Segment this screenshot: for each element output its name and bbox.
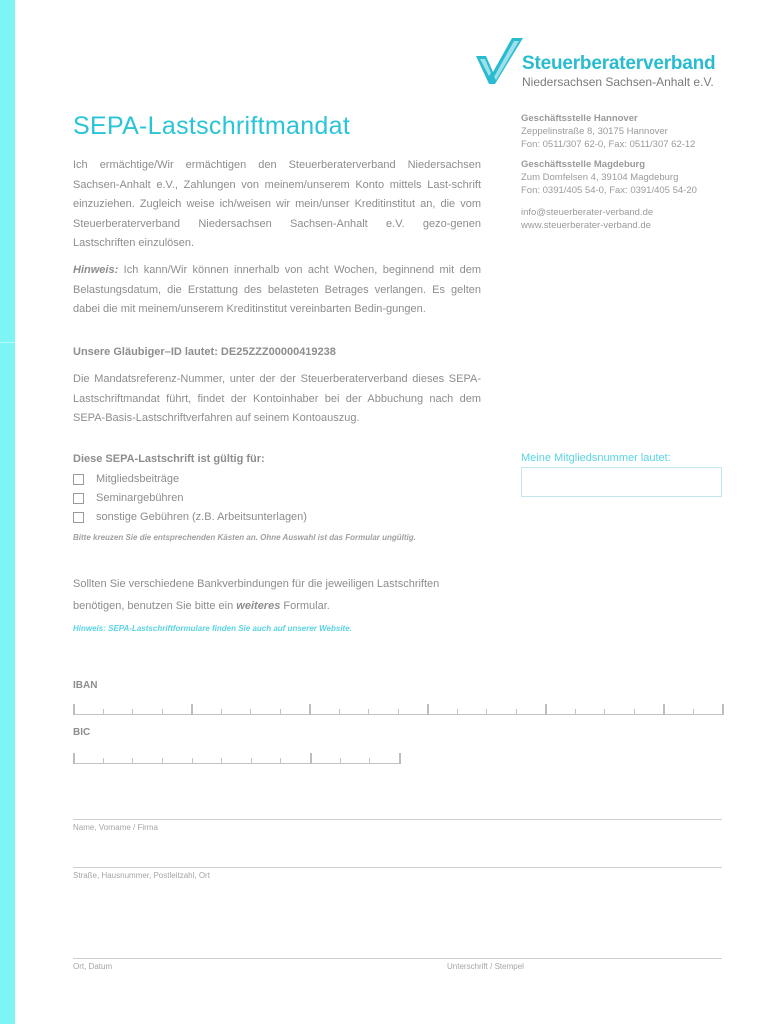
comb-tick bbox=[398, 709, 399, 715]
bank-note-text: Sollten Sie verschiedene Bankverbindungen für die jeweiligen Lastschriften benötigen, benutzen Sie bitte ein bbox=[73, 578, 440, 612]
website-hint: Hinweis: SEPA-Lastschriftformulare finden Sie auch auf unserer Website. bbox=[73, 624, 352, 633]
comb-tick bbox=[280, 758, 281, 764]
comb-tick bbox=[340, 758, 341, 764]
other-fees-checkbox[interactable] bbox=[73, 512, 84, 523]
hannover-address: Zeppelinstraße 8, 30175 Hannover bbox=[521, 126, 668, 137]
comb-tick bbox=[162, 758, 163, 764]
option-other-fees[interactable] bbox=[73, 510, 307, 524]
contact-email[interactable]: info@steuerberater-verband.de bbox=[521, 207, 654, 218]
contact-online bbox=[521, 206, 653, 232]
comb-tick bbox=[457, 709, 458, 715]
comb-baseline bbox=[73, 763, 399, 764]
comb-tick bbox=[693, 709, 694, 715]
name-label: Name, Vorname / Firma bbox=[73, 823, 158, 832]
brand-name: Steuerberaterverband bbox=[522, 53, 716, 74]
place-date-label: Ort, Datum bbox=[73, 962, 113, 971]
contact-magdeburg bbox=[521, 158, 697, 197]
selection-note: Bitte kreuzen Sie die entsprechenden Kästen an. Ohne Auswahl ist das Formular ungültig. bbox=[73, 533, 416, 542]
signature-label: Unterschrift / Stempel bbox=[447, 962, 524, 971]
brand-logo bbox=[474, 38, 734, 90]
comb-tick bbox=[162, 709, 163, 715]
member-number-field[interactable] bbox=[521, 467, 722, 497]
brand-subtitle: Niedersachsen Sachsen-Anhalt e.V. bbox=[522, 75, 714, 89]
option-seminar[interactable] bbox=[73, 491, 183, 505]
page-title: SEPA-Lastschriftmandat bbox=[73, 112, 351, 140]
comb-tick bbox=[369, 758, 370, 764]
hint-text: Ich kann/Wir können innerhalb von acht Wochen, beginnend mit dem Belastungsdatum, die Erstattung des belasteten Betrages verlangen. Es gelten dabei die mit meinem/unserem Kreditinstitut vereinbarten Bedin-gungen. bbox=[73, 264, 481, 316]
comb-tick bbox=[103, 709, 104, 715]
name-line[interactable] bbox=[73, 819, 722, 820]
creditor-id: Unsere Gläubiger–ID lautet: DE25ZZZ00000419238 bbox=[73, 346, 336, 358]
comb-tick bbox=[604, 709, 605, 715]
comb-tick bbox=[368, 709, 369, 715]
comb-tick bbox=[221, 758, 222, 764]
left-color-bar bbox=[0, 0, 15, 1024]
comb-tick bbox=[486, 709, 487, 715]
magdeburg-address: Zum Domfelsen 4, 39104 Magdeburg bbox=[521, 172, 679, 183]
comb-tick bbox=[427, 704, 429, 715]
magdeburg-heading: Geschäftsstelle Magdeburg bbox=[521, 159, 646, 170]
comb-tick bbox=[132, 709, 133, 715]
bic-input[interactable] bbox=[73, 752, 399, 764]
comb-tick bbox=[73, 753, 75, 764]
validity-heading: Diese SEPA-Lastschrift ist gültig für: bbox=[73, 453, 265, 465]
comb-tick bbox=[575, 709, 576, 715]
iban-input[interactable] bbox=[73, 703, 723, 715]
hannover-heading: Geschäftsstelle Hannover bbox=[521, 113, 638, 124]
address-line[interactable] bbox=[73, 867, 722, 868]
bank-note-emphasis: weiteres bbox=[236, 600, 281, 612]
comb-tick bbox=[516, 709, 517, 715]
comb-tick bbox=[192, 758, 193, 764]
checkmark-logo-icon bbox=[474, 38, 524, 88]
comb-tick bbox=[663, 704, 665, 715]
comb-tick bbox=[132, 758, 133, 764]
magdeburg-phone: Fon: 0391/405 54-0, Fax: 0391/405 54-20 bbox=[521, 185, 697, 196]
seminar-checkbox[interactable] bbox=[73, 493, 84, 504]
contact-hannover bbox=[521, 112, 695, 151]
comb-tick bbox=[221, 709, 222, 715]
hint-paragraph bbox=[73, 261, 481, 320]
bic-label: BIC bbox=[73, 727, 91, 738]
comb-tick bbox=[280, 709, 281, 715]
comb-tick bbox=[103, 758, 104, 764]
comb-tick bbox=[191, 704, 193, 715]
authorization-text: Ich ermächtige/Wir ermächtigen den Steuerberaterverband Niedersachsen Sachsen-Anhalt e.V., Zahlungen von meinem/unserem Konto mittels Last-schrift einzuziehen. Zugleich weise ich/weisen wir mein/unser Kreditinstitut an, die vom Steuerberaterverband Niedersachsen Sachsen-Anhalt e.V. gezo-genen Lastschriften einzulösen. bbox=[73, 159, 481, 250]
hannover-phone: Fon: 0511/307 62-0, Fax: 0511/307 62-12 bbox=[521, 139, 696, 150]
comb-tick bbox=[399, 753, 401, 764]
comb-tick bbox=[250, 709, 251, 715]
option-membership[interactable] bbox=[73, 472, 179, 486]
hint-label: Hinweis: bbox=[73, 264, 119, 276]
comb-tick bbox=[310, 753, 312, 764]
comb-tick bbox=[722, 704, 724, 715]
address-label: Straße, Hausnummer, Postleitzahl, Ort bbox=[73, 871, 210, 880]
contact-website[interactable]: www.steuerberater-verband.de bbox=[521, 220, 651, 231]
bank-note bbox=[73, 573, 493, 617]
membership-checkbox[interactable] bbox=[73, 474, 84, 485]
comb-tick bbox=[73, 704, 75, 715]
comb-tick bbox=[339, 709, 340, 715]
other-fees-label: sonstige Gebühren (z.B. Arbeitsunterlagen) bbox=[96, 511, 307, 523]
comb-tick bbox=[309, 704, 311, 715]
mandate-reference-text: Die Mandatsreferenz-Nummer, unter der der Steuerberaterverband dieses SEPA-Lastschriftmandat führt, findet der Kontoinhaber bei der Abbuchung nach dem SEPA-Basis-Lastschriftverfahren auf seinem Kontoauszug. bbox=[73, 373, 481, 425]
seminar-label: Seminargebühren bbox=[96, 492, 184, 504]
iban-label: IBAN bbox=[73, 680, 98, 691]
member-number-label: Meine Mitgliedsnummer lautet: bbox=[521, 452, 671, 464]
comb-tick bbox=[634, 709, 635, 715]
signature-line[interactable] bbox=[73, 958, 722, 959]
membership-label: Mitgliedsbeiträge bbox=[96, 473, 180, 485]
bank-note-end: Formular. bbox=[280, 600, 330, 612]
comb-tick bbox=[545, 704, 547, 715]
comb-tick bbox=[251, 758, 252, 764]
fold-mark bbox=[0, 342, 15, 343]
